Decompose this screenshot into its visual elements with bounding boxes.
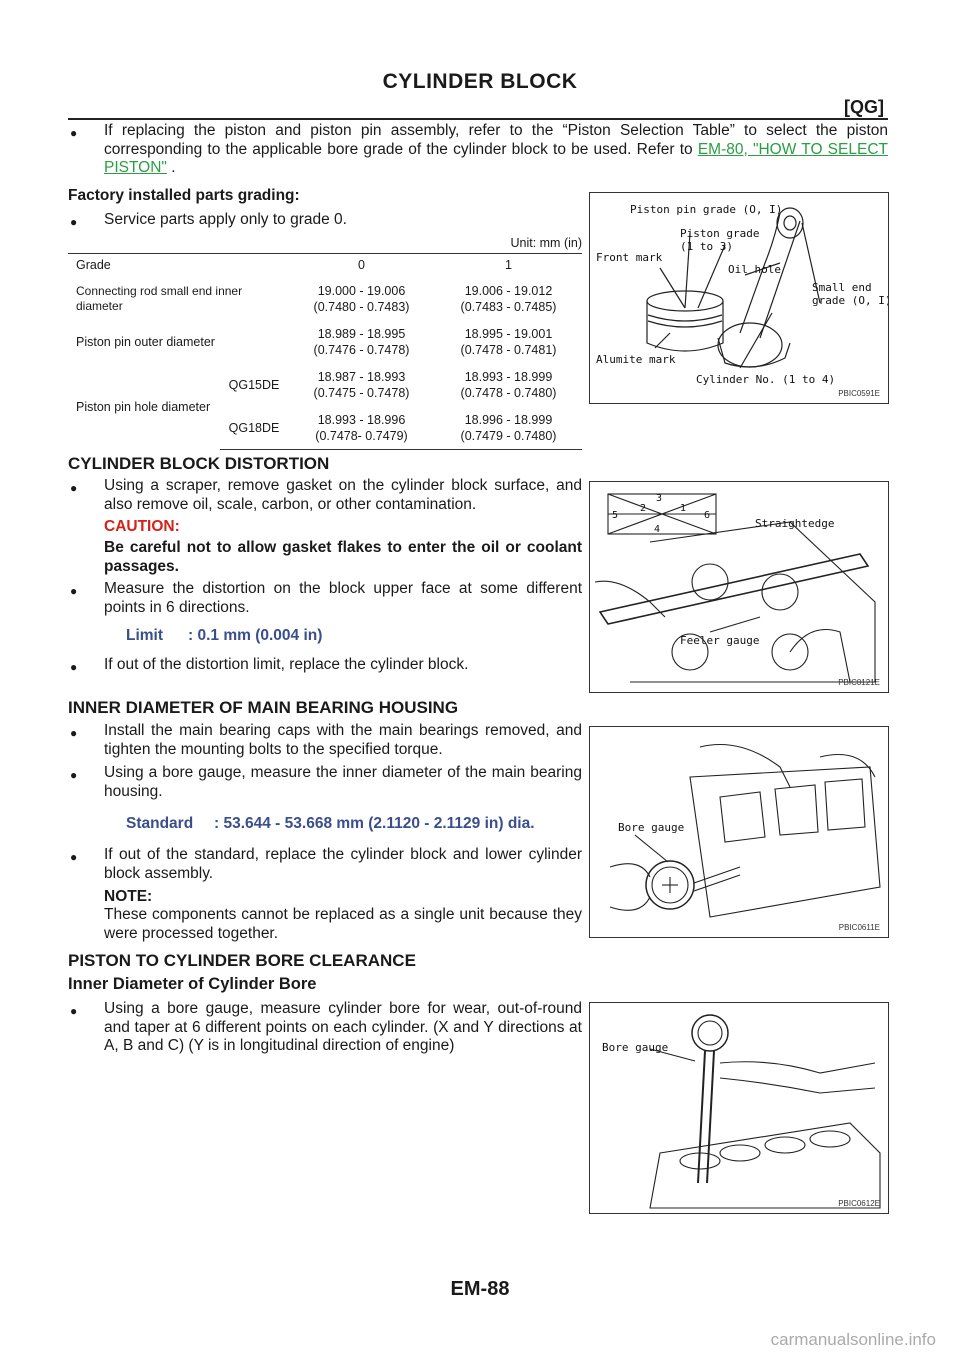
main-bearing-step-3: If out of the standard, replace the cylinder block and lower cylinder block assembly. <box>104 846 582 882</box>
standard-label: Standard <box>126 815 194 832</box>
main-bearing-figure <box>589 726 889 938</box>
table-header-row <box>68 254 582 277</box>
figure-id: PBIC0121E <box>838 678 880 687</box>
piston-grade-figure <box>589 192 889 404</box>
bore-clearance-heading: PISTON TO CYLINDER BORE CLEARANCE <box>68 951 416 970</box>
unit-label: Unit: mm (in) <box>510 236 582 250</box>
caution-title: CAUTION: <box>104 518 180 535</box>
value-cell: 18.993 - 18.996 (0.7478- 0.7479) <box>288 407 435 450</box>
bullet-icon: ● <box>70 584 78 598</box>
point-label: 5 <box>612 510 619 521</box>
bullet-icon: ● <box>70 768 78 782</box>
bore-clearance-step-1: Using a bore gauge, measure cylinder bore for wear, out-of-round and taper at 6 different points on each cylinder. (X and Y directions at A, B and C) (Y is in longitudinal direction of engine) <box>104 1000 582 1054</box>
bullet-icon: ● <box>70 481 78 495</box>
fig-label: Oil hole <box>728 263 781 276</box>
main-bearing-step-2: Using a bore gauge, measure the inner diameter of the main bearing housing. <box>104 764 582 800</box>
bullet-icon: ● <box>70 126 78 140</box>
value-cell: 18.995 - 19.001 (0.7478 - 0.7481) <box>460 327 557 357</box>
bore-gauge-figure <box>589 1002 889 1214</box>
header-cell: 0 <box>288 254 435 277</box>
fig-label: Front mark <box>596 251 663 264</box>
limit-label: Limit <box>126 627 164 644</box>
fig-label: Cylinder No. (1 to 4) <box>696 373 836 386</box>
value-cell: 18.987 - 18.993 (0.7475 - 0.7478) <box>313 370 410 400</box>
page-code: EM-88 <box>450 1278 510 1300</box>
distortion-step-1: Using a scraper, remove gasket on the cylinder block surface, and also remove oil, scale, carbon, or other contamination. <box>104 477 582 513</box>
figure-id: PBIC0591E <box>838 389 880 398</box>
header-rule <box>68 118 888 120</box>
standard-value: : 53.644 - 53.668 mm (2.1120 - 2.1129 in) dia. <box>214 815 535 832</box>
row-label: Connecting rod small end inner diameter <box>76 283 243 313</box>
bullet-icon: ● <box>70 850 78 864</box>
value-cell: 18.996 - 18.999 (0.7479 - 0.7480) <box>435 407 582 450</box>
engine-model-cell: QG15DE <box>228 378 280 392</box>
limit-value: : 0.1 mm (0.004 in) <box>188 627 323 644</box>
piston-connecting-rod-illustration <box>590 193 888 403</box>
straightedge-illustration <box>590 482 888 692</box>
row-label: Piston pin outer diameter <box>76 335 215 349</box>
service-parts-text: Service parts apply only to grade 0. <box>104 211 347 228</box>
value-cell: 18.993 - 18.999 (0.7478 - 0.7480) <box>460 370 557 400</box>
bullet-icon: ● <box>70 1004 78 1018</box>
value-cell: 19.000 - 19.006 (0.7480 - 0.7483) <box>313 283 410 314</box>
fig-label: Alumite mark <box>596 353 676 366</box>
bullet-icon: ● <box>70 660 78 674</box>
bore-diameter-subheading: Inner Diameter of Cylinder Bore <box>68 975 317 993</box>
fig-label: Piston pin grade (O, I) <box>630 203 783 216</box>
value-cell: 19.006 - 19.012 (0.7483 - 0.7485) <box>460 283 557 314</box>
watermark: carmanualsonline.info <box>770 1330 936 1349</box>
factory-grading-heading: Factory installed parts grading: <box>68 187 300 204</box>
distortion-step-2: Measure the distortion on the block upper face at some different points in 6 directions. <box>104 580 582 616</box>
table-row <box>68 364 582 407</box>
fig-label: Small end <box>812 281 872 294</box>
point-label: 4 <box>654 524 661 535</box>
header-cell: Grade <box>68 254 220 277</box>
caution-text: Be careful not to allow gasket flakes to enter the oil or coolant passages. <box>104 539 582 575</box>
figure-id: PBIC0611E <box>838 923 880 932</box>
fig-label: Piston grade <box>680 227 760 240</box>
point-label: 1 <box>680 503 687 514</box>
table-row <box>68 277 582 321</box>
note-title: NOTE: <box>104 888 153 905</box>
distortion-heading: CYLINDER BLOCK DISTORTION <box>68 454 330 473</box>
distortion-figure <box>589 481 889 693</box>
fig-label: Feeler gauge <box>680 634 760 647</box>
engine-model-cell: QG18DE <box>220 407 288 450</box>
point-label: 3 <box>656 493 663 504</box>
fig-label: (1 to 3) <box>680 240 733 253</box>
main-bearing-heading: INNER DIAMETER OF MAIN BEARING HOUSING <box>68 698 459 717</box>
bullet-icon: ● <box>70 215 78 229</box>
grade-table <box>68 253 582 450</box>
section-code: [QG] <box>844 97 884 117</box>
row-label: Piston pin hole diameter <box>76 399 211 414</box>
point-label: 6 <box>704 510 711 521</box>
table-row <box>68 321 582 364</box>
fig-label: Straightedge <box>755 517 835 530</box>
note-text: These components cannot be replaced as a single unit because they were processed together. <box>104 906 582 942</box>
distortion-step-3: If out of the distortion limit, replace the cylinder block. <box>104 656 469 673</box>
page-title: CYLINDER BLOCK <box>382 70 578 93</box>
bore-gauge-cylinder-illustration <box>590 1003 888 1213</box>
fig-label: Bore gauge <box>602 1041 669 1054</box>
figure-id: PBIC0612E <box>838 1199 880 1208</box>
value-cell: 18.989 - 18.995 (0.7476 - 0.7478) <box>313 327 410 357</box>
bore-gauge-housing-illustration <box>590 727 888 937</box>
fig-label: Bore gauge <box>618 821 685 834</box>
header-cell: 1 <box>435 254 582 277</box>
main-bearing-step-1: Install the main bearing caps with the main bearings removed, and tighten the mounting bolts to the specified torque. <box>104 722 582 758</box>
select-piston-link[interactable]: EM-80, "HOW TO SELECT PISTON" <box>104 140 888 176</box>
fig-label: grade (O, I) <box>812 294 888 307</box>
intro-paragraph: If replacing the piston and piston pin assembly, refer to the “Piston Selection Table” to select the piston corresponding to the applicable bore grade of the cylinder block to be used. Refer to EM-80, "HOW TO SELECT PISTON" . <box>104 122 888 176</box>
point-label: 2 <box>640 503 647 514</box>
bullet-icon: ● <box>70 726 78 740</box>
